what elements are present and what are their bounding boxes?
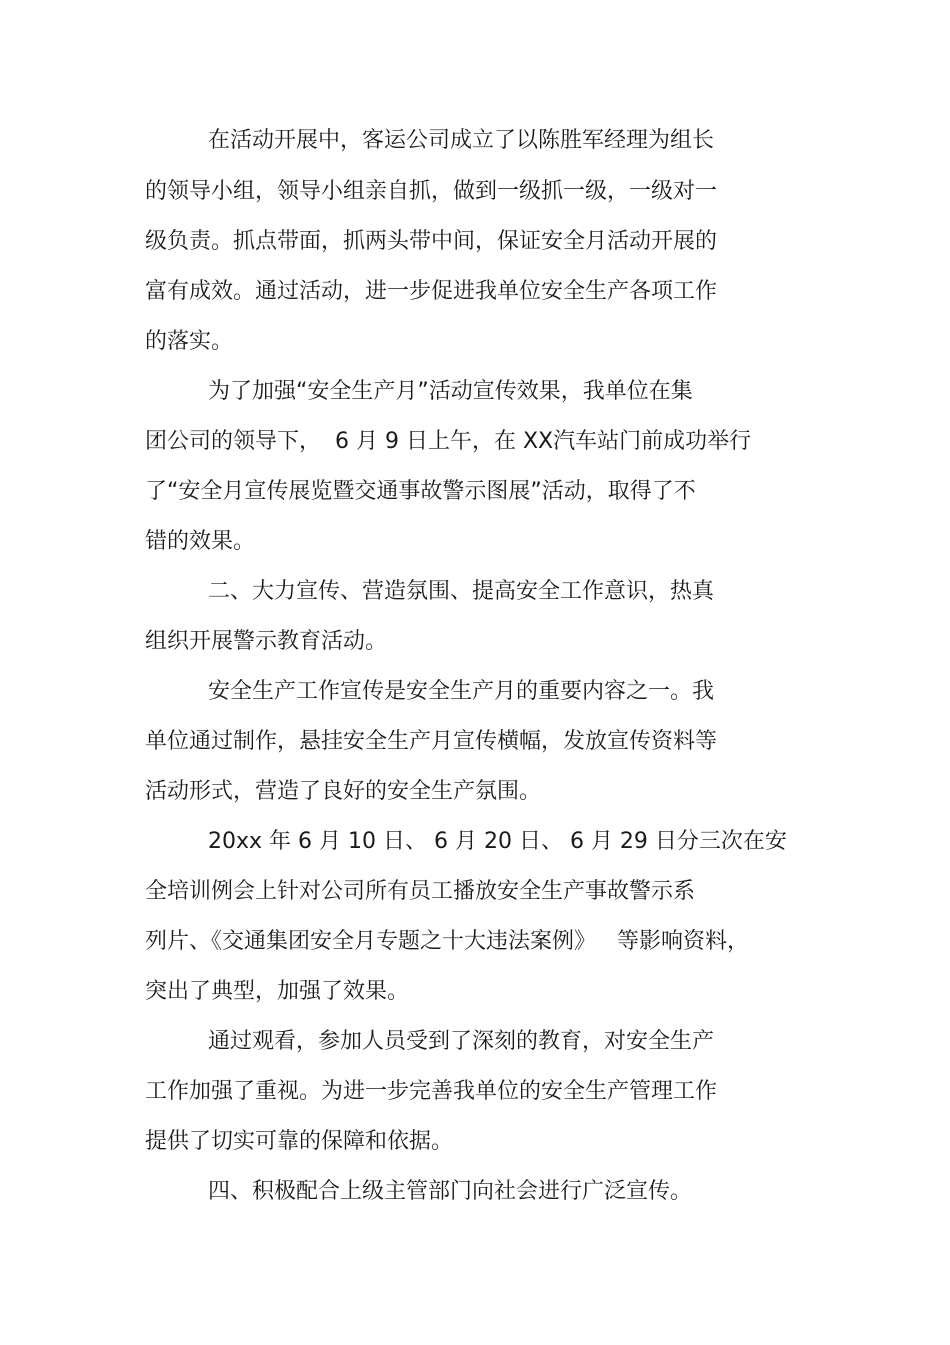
text-line: 在活动开展中，客运公司成立了以陈胜军经理为组长 bbox=[208, 128, 715, 153]
text-line: 全培训例会上针对公司所有员工播放安全生产事故警示系 bbox=[145, 879, 696, 904]
text-line: 组织开展警示教育活动。 bbox=[145, 629, 388, 654]
text-line: 了“安全月宣传展览暨交通事故警示图展”活动，取得了不 bbox=[145, 479, 696, 504]
text-line: 突出了典型，加强了效果。 bbox=[145, 979, 410, 1004]
text-line: 富有成效。通过活动，进一步促进我单位安全生产各项工作 bbox=[145, 279, 718, 304]
text-line: 的落实。 bbox=[145, 329, 234, 354]
text-line: 通过观看，参加人员受到了深刻的教育，对安全生产 bbox=[208, 1029, 715, 1054]
text-line: 工作加强了重视。为进一步完善我单位的安全生产管理工作 bbox=[145, 1079, 718, 1104]
text-line: 20xx 年 6 月 10 日、 6 月 20 日、 6 月 29 日分三次在安 bbox=[208, 829, 787, 854]
text-line: 的领导小组，领导小组亲自抓，做到一级抓一级，一级对一 bbox=[145, 179, 718, 204]
section-heading: 二、大力宣传、营造氛围、提高安全工作意识，热真 bbox=[208, 579, 715, 604]
text-line: 单位通过制作，悬挂安全生产月宣传横幅，发放宣传资料等 bbox=[145, 729, 718, 754]
section-heading: 四、积极配合上级主管部门向社会进行广泛宣传。 bbox=[208, 1179, 693, 1204]
text-line: 级负责。抓点带面，抓两头带中间，保证安全月活动开展的 bbox=[145, 229, 718, 254]
text-line: 列片、《交通集团安全月专题之十大违法案例》 等影响资料， bbox=[145, 929, 749, 954]
text-line: 团公司的领导下， 6 月 9 日上午，在 XX汽车站门前成功举行 bbox=[145, 429, 752, 454]
text-line: 活动形式，营造了良好的安全生产氛围。 bbox=[145, 779, 542, 804]
text-line: 提供了切实可靠的保障和依据。 bbox=[145, 1129, 454, 1154]
text-line: 安全生产工作宣传是安全生产月的重要内容之一。我 bbox=[208, 679, 715, 704]
text-line: 为了加强“安全生产月”活动宣传效果，我单位在集 bbox=[208, 379, 693, 404]
text-line: 错的效果。 bbox=[145, 529, 256, 554]
